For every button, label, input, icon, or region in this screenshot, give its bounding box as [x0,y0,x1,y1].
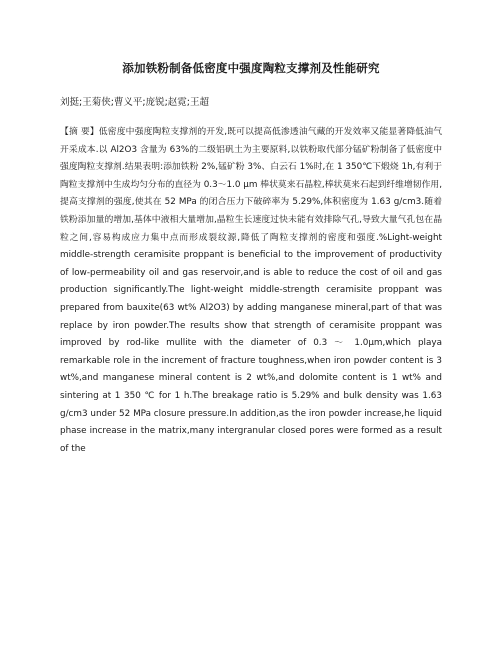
paper-title: 添加铁粉制备低密度中强度陶粒支撑剂及性能研究 [122,61,380,75]
abstract [60,124,442,458]
abstract-chinese: 低密度中强度陶粒支撑剂的开发,既可以提高低渗透油气藏的开发效率又能显著降低油气开采成本.以 Al2O3 含量为 63%的二级铝矾土为主要原料,以铁粉取代部分锰矿粉制备了低密度中强度陶粒支撑剂.结果表明:添加铁粉 2%,锰矿粉 3%、白云石 1%时,在 1 350℃下煅烧 1h,有利于陶粒支撑剂中生成均匀分布的直径为 0.3～1.0 μm 棒状莫来石晶粒,棒状莫来石起到纤维增韧作用,提高支撑剂的强度,使其在 52 MPa 的闭合压力下破碎率为 5.29%,体积密度为 1.63 g/cm3.随着铁粉添加量的增加,基体中液相大量增加,晶粒生长速度过快未能有效排除气孔,导致大量气孔包在晶粒之间,容易构成应力集中点而形成裂纹源,降低了陶粒支撑剂的密度和强度. [60,127,442,243]
author-list: 刘挺;王菊侠;曹义平;庞锐;赵霓;王超 [60,97,210,108]
abstract-english: %Light-weight middle-strength ceramisite proppant is beneficial to the improvement of productivity of low-permeability oil and gas reservoir,and is able to reduce the cost of oil and gas production significantly.The light-weight middle-strength ceramisite proppant was prepared from bauxite(63 wt% Al2O3) by adding manganese mineral,part of that was replace by iron powder.The results show that strength of ceramisite proppant was improved by rod-like mullite with the diameter of 0.3 ～ 1.0μm,which playa remarkable role in the increment of fracture toughness,when iron powder content is 3 wt%,and manganese mineral content is 2 wt%,and dolomite content is 1 wt% and sintering at 1 350 ℃ for 1 h.The breakage ratio is 5.29% and bulk density was 1.63 g/cm3 under 52 MPa closure pressure.In addition,as the iron powder increase,he liquid phase increase in the matrix,many intergranular closed pores were formed as a result of the [60,232,442,454]
abstract-label: 【摘 要】 [60,127,99,137]
